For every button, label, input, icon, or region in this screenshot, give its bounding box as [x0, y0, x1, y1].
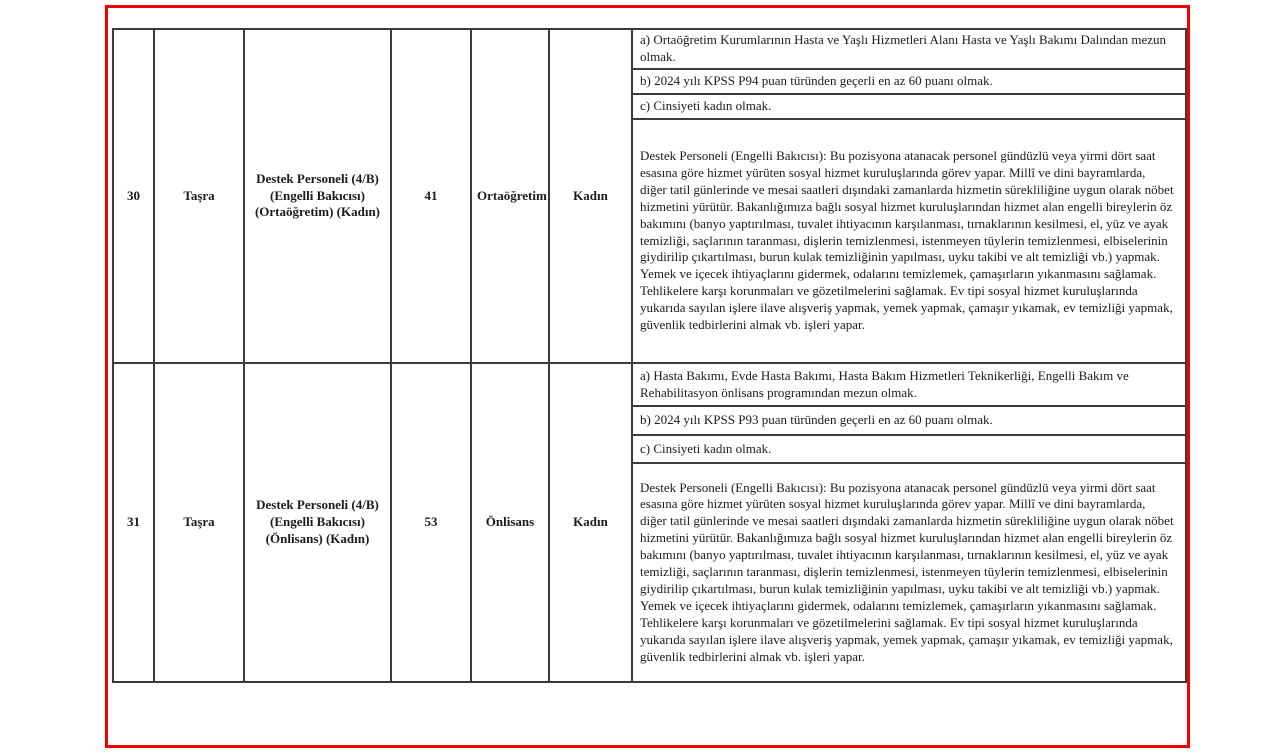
cell-requirement-c: c) Cinsiyeti kadın olmak.	[632, 94, 1186, 119]
cell-location: Taşra	[154, 363, 244, 682]
cell-row-no: 31	[113, 363, 154, 682]
cell-requirement-b: b) 2024 yılı KPSS P93 puan türünden geçerli en az 60 puanı olmak.	[632, 406, 1186, 435]
positions-table	[112, 28, 1187, 683]
table-row-31-a	[113, 363, 1186, 406]
cell-gender: Kadın	[549, 29, 632, 363]
cell-location: Taşra	[154, 29, 244, 363]
table-row-30-a	[113, 29, 1186, 69]
cell-requirement-c: c) Cinsiyeti kadın olmak.	[632, 435, 1186, 463]
cell-position-count: 53	[391, 363, 471, 682]
cell-requirement-a: a) Hasta Bakımı, Evde Hasta Bakımı, Hasta Bakım Hizmetleri Teknikerliği, Engelli Bakım ve Rehabilitasyon önlisans programından mezun olmak.	[632, 363, 1186, 406]
cell-position-title: Destek Personeli (4/B) (Engelli Bakıcısı) (Önlisans) (Kadın)	[244, 363, 391, 682]
cell-requirement-a: a) Ortaöğretim Kurumlarının Hasta ve Yaşlı Hizmetleri Alanı Hasta ve Yaşlı Bakımı Dalından mezun olmak.	[632, 29, 1186, 69]
cell-education-level: Önlisans	[471, 363, 549, 682]
cell-position-count: 41	[391, 29, 471, 363]
cell-row-no: 30	[113, 29, 154, 363]
cell-job-description: Destek Personeli (Engelli Bakıcısı): Bu pozisyona atanacak personel gündüzlü veya yirmi dört saat esasına göre hizmet yürüten sosyal hizmet kuruluşlarında görev yapar. Millî ve dini bayramlarda, diğer tatil günlerinde ve mesai saatleri dışındaki zamanlarda hizmetin sürekliliğine uygun olarak nöbet hizmetini yürütür. Bakanlığımıza bağlı sosyal hizmet kuruluşlarından hizmet alan engelli bireylerin öz bakımını (banyo yaptırılması, tuvalet ihtiyacının karşılanması, tırnaklarının kesilmesi, el, yüz ve ayak temizliği, saçlarının taranması, dişlerin temizlenmesi, istenmeyen tüylerin temizlenmesi, elbiselerinin giydirilip çıkartılması, burun kulak temizliğinin yapılması, uyku takibi ve alt temizliği vb.) yapmak. Yemek ve içecek ihtiyaçlarını gidermek, odalarını temizlemek, çamaşırların yıkanmasını sağlamak. Tehlikelere karşı korunmaları ve gözetilmelerini sağlamak. Ev tipi sosyal hizmet kuruluşlarında yukarıda sayılan işlere ilave alışveriş yapmak, yemek yapmak, çamaşır yıkamak, ev temizliği yapmak, güvenlik tedbirlerini almak vb. işleri yapar.	[632, 119, 1186, 363]
cell-position-title: Destek Personeli (4/B) (Engelli Bakıcısı) (Ortaöğretim) (Kadın)	[244, 29, 391, 363]
cell-education-level: Ortaöğretim	[471, 29, 549, 363]
cell-requirement-b: b) 2024 yılı KPSS P94 puan türünden geçerli en az 60 puanı olmak.	[632, 69, 1186, 94]
cell-gender: Kadın	[549, 363, 632, 682]
cell-job-description: Destek Personeli (Engelli Bakıcısı): Bu pozisyona atanacak personel gündüzlü veya yirmi dört saat esasına göre hizmet yürüten sosyal hizmet kuruluşlarında görev yapar. Millî ve dini bayramlarda, diğer tatil günlerinde ve mesai saatleri dışındaki zamanlarda hizmetin sürekliliğine uygun olarak nöbet hizmetini yürütür. Bakanlığımıza bağlı sosyal hizmet kuruluşlarından hizmet alan engelli bireylerin öz bakımını (banyo yaptırılması, tuvalet ihtiyacının karşılanması, tırnaklarının kesilmesi, el, yüz ve ayak temizliği, saçlarının taranması, dişlerin temizlenmesi, istenmeyen tüylerin temizlenmesi, elbiselerinin giydirilip çıkartılması, burun kulak temizliğinin yapılması, uyku takibi ve alt temizliği vb.) yapmak. Yemek ve içecek ihtiyaçlarını gidermek, odalarını temizlemek, çamaşırların yıkanmasını sağlamak. Tehlikelere karşı korunmaları ve gözetilmelerini sağlamak. Ev tipi sosyal hizmet kuruluşlarında yukarıda sayılan işlere ilave alışveriş yapmak, yemek yapmak, çamaşır yıkamak, ev temizliği yapmak, güvenlik tedbirlerini almak vb. işleri yapar.	[632, 463, 1186, 682]
